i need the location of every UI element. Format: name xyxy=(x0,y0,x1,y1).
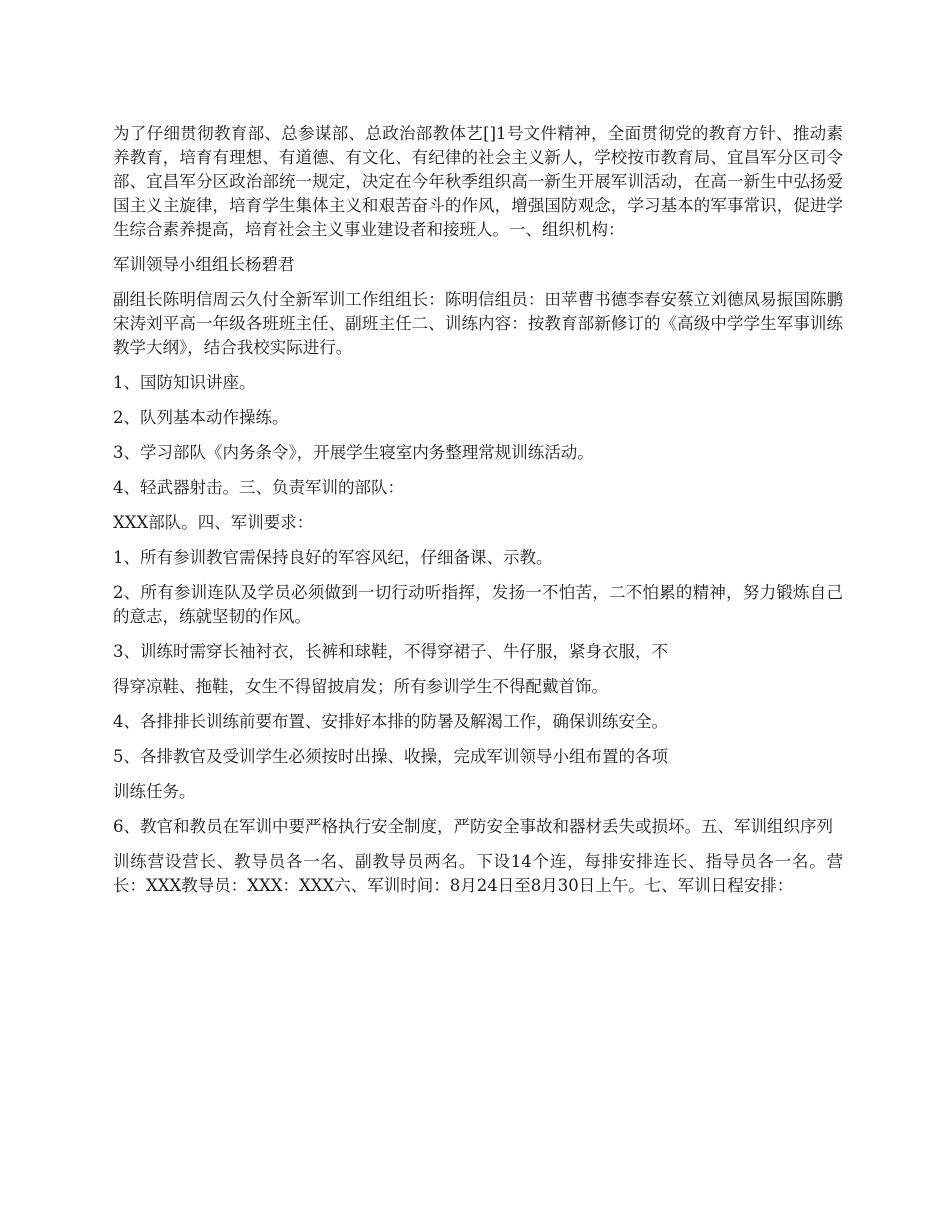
paragraph-troops: XXX部队。四、军训要求： xyxy=(113,513,314,532)
paragraph-requirement: 4、各排排长训练前要布置、安排好本排的防暑及解渴工作，确保训练安全。 xyxy=(113,712,668,731)
paragraph-item: 3、学习部队《内务条令》，开展学生寝室内务整理常规训练活动。 xyxy=(113,443,594,462)
paragraph-requirement: 5、各排教官及受训学生必须按时出操、收操，完成军训领导小组布置的各项 xyxy=(113,747,668,766)
paragraph-requirement-continued: 得穿凉鞋、拖鞋，女生不得留披肩发；所有参训学生不得配戴首饰。 xyxy=(113,677,608,696)
paragraph-requirement: 2、所有参训连队及学员必须做到一切行动听指挥，发扬一不怕苦，二不怕累的精神，努力锻炼自己的意志，练就坚韧的作风。 xyxy=(113,583,843,626)
paragraph-item: 1、国防知识讲座。 xyxy=(113,373,256,392)
paragraph-deputy-leaders: 副组长陈明信周云久付全新军训工作组组长：陈明信组员：田苹曹书德李春安蔡立刘德凤易振国陈鹏宋涛刘平高一年级各班班主任、副班主任二、训练内容：按教育部新修订的《高级中学学生军事训练教学大纲》，结合我校实际进行。 xyxy=(113,290,843,357)
paragraph-requirement: 1、所有参训教官需保持良好的军容风纪，仔细备课、示教。 xyxy=(113,548,553,567)
paragraph-requirement: 6、教官和教员在军训中要严格执行安全制度，严防安全事故和器材丢失或损坏。五、军训组织序列 xyxy=(113,817,833,836)
paragraph-intro: 为了仔细贯彻教育部、总参谋部、总政治部教体艺[]1号文件精神，全面贯彻党的教育方针、推动素养教育，培育有理想、有道德、有文化、有纪律的社会主义新人，学校按市教育局、宜昌军分区司令部、宜昌军分区政治部统一规定，决定在今年秋季组织高一新生开展军训活动，在高一新生中弘扬爱国主义主旋律，培育学生集体主义和艰苦奋斗的作风，增强国防观念，学习基本的军事常识，促进学生综合素养提高，培育社会主义事业建设者和接班人。一、组织机构： xyxy=(113,124,843,239)
paragraph-organization: 训练营设营长、教导员各一名、副教导员两名。下设14个连，每排安排连长、指导员各一名。营长：XXX教导员：XXX：XXX六、军训时间：8月24日至8月30日上午。七、军训日程安排： xyxy=(113,852,843,895)
document-page xyxy=(113,122,843,909)
paragraph-item: 2、队列基本动作操练。 xyxy=(113,408,289,427)
paragraph-leader: 军训领导小组组长杨碧君 xyxy=(113,255,295,274)
paragraph-item: 4、轻武器射击。三、负责军训的部队： xyxy=(113,478,404,497)
paragraph-requirement: 3、训练时需穿长袖衬衣，长裤和球鞋，不得穿裙子、牛仔服，紧身衣服，不 xyxy=(113,642,668,661)
paragraph-requirement-continued: 训练任务。 xyxy=(113,782,196,801)
